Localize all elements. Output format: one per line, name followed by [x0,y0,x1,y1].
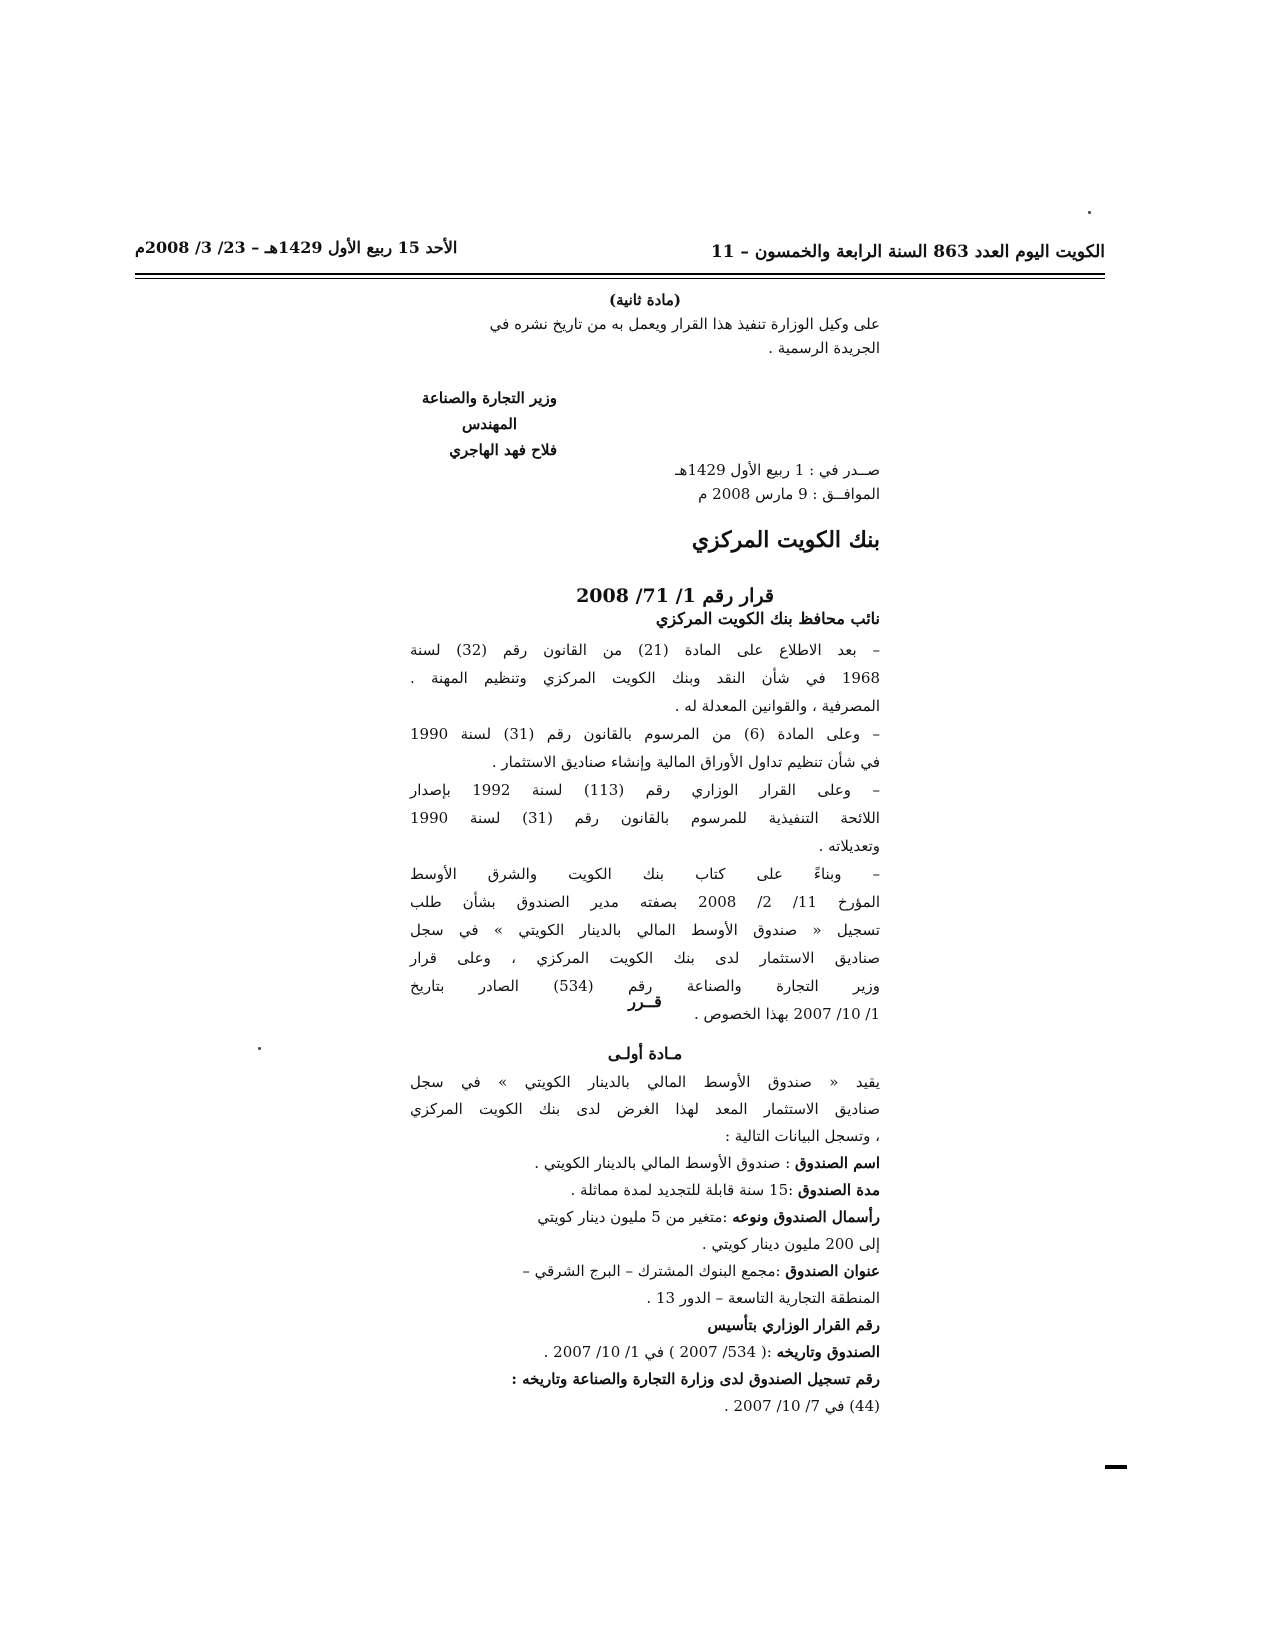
field-label: رأسمال الصندوق ونوعه [732,1208,880,1226]
minister-title: وزير التجارة والصناعة [421,389,557,407]
decision-number: قرار رقم 1/ 71/ 2008 [576,585,774,607]
article-two-text: على وكيل الوزارة تنفيذ هذا القرار ويعمل به من تاريخ نشره في [489,315,880,333]
recital-line: صناديق الاستثمار لدى بنك الكويت المركزي ، وعلى قرار [410,949,880,967]
decision-header [410,585,880,631]
field-registration [410,1366,880,1393]
recital-line: – وبناءً على كتاب بنك الكويت والشرق الأوسط [410,865,880,883]
field-value: :15 سنة قابلة للتجديد لمدة مماثلة . [570,1181,794,1199]
scan-speck [258,1047,261,1050]
article-one-intro: صناديق الاستثمار المعد لهذا الغرض لدى بنك الكويت المركزي [410,1100,880,1118]
header-rule [135,273,1105,275]
article-one-intro: يقيد « صندوق الأوسط المالي بالدينار الكويتي » في سجل [410,1073,880,1091]
recital-line: 1/ 10/ 2007 بهذا الخصوص . [694,1005,880,1023]
field-fund-term [410,1177,880,1204]
recitals [410,636,880,1028]
issued-gregorian: الموافــق : 9 مارس 2008 م [698,485,880,503]
bank-title: بنك الكويت المركزي [691,527,880,553]
article-two [410,288,880,360]
header-rule-thin [135,278,1105,279]
article-one [410,1040,880,1420]
field-label: اسم الصندوق [795,1154,880,1172]
article-one-intro: ، وتسجل البيانات التالية : [724,1127,880,1145]
field-value: المنطقة التجارية التاسعة – الدور 13 . [646,1289,880,1307]
field-label: رقم القرار الوزاري بتأسيس [707,1316,880,1334]
field-value: :مجمع البنوك المشترك – البرج الشرقي – [522,1262,781,1280]
field-ministerial-decision-date [410,1339,880,1366]
gazette-date: الأحد 15 ربيع الأول 1429هـ – 23/ 3/ 2008م [135,238,458,257]
field-value: :متغير من 5 مليون دينار كويتي [537,1208,728,1226]
decision-issuer: نائب محافظ بنك الكويت المركزي [655,609,880,628]
recital-line: وتعديلاته . [818,837,880,855]
recital-line: في شأن تنظيم تداول الأوراق المالية وإنشاء صناديق الاستثمار . [491,753,880,771]
field-value: :( 534/ 2007 ) في 1/ 10/ 2007 . [543,1343,772,1361]
recital-line: اللائحة التنفيذية للمرسوم بالقانون رقم (31) لسنة 1990 [410,809,880,827]
field-fund-address [410,1258,880,1285]
field-ministerial-decision [410,1312,880,1339]
field-fund-capital-cont [410,1231,880,1258]
minister-name: فلاح فهد الهاجري [449,441,557,459]
minister-rank: المهندس [461,415,517,433]
field-value: : صندوق الأوسط المالي بالدينار الكويتي . [534,1154,791,1172]
field-registration-value [410,1393,880,1420]
article-one-title: مـادة أولـى [607,1044,683,1063]
gazette-issue-info: الكويت اليوم العدد 863 السنة الرابعة والخمسون – 11 [710,242,1105,262]
recital-line: – بعد الاطلاع على المادة (21) من القانون رقم (32) لسنة [410,641,881,659]
article-two-text-cont: الجريدة الرسمية . [768,339,880,357]
field-label: رقم تسجيل الصندوق لدى وزارة التجارة والصناعة وتاريخه : [511,1370,880,1388]
article-two-title: (مادة ثانية) [608,291,682,309]
recital-line: وزير التجارة والصناعة رقم (534) الصادر بتاريخ [410,977,880,995]
scan-speck [1088,211,1091,214]
issued-dates [580,458,880,506]
issued-hijri: صــدر في : 1 ربيع الأول 1429هـ [675,461,880,479]
recital-line: المصرفية ، والقوانين المعدلة له . [674,697,880,715]
field-label: مدة الصندوق [797,1181,880,1199]
recital-line: تسجيل « صندوق الأوسط المالي بالدينار الكويتي » في سجل [410,921,880,939]
scan-mark [1105,1465,1127,1469]
field-value: إلى 200 مليون دينار كويتي . [701,1235,880,1253]
field-label: الصندوق وتاريخه [776,1343,880,1361]
recital-line: – وعلى القرار الوزاري رقم (113) لسنة 1992 بإصدار [410,781,880,799]
page-header [135,236,1105,270]
field-value: (44) في 7/ 10/ 2007 . [723,1397,880,1415]
signature-block [357,385,557,463]
field-fund-name [410,1150,880,1177]
recital-line: 1968 في شأن النقد وبنك الكويت المركزي وتنظيم المهنة . [410,669,880,687]
field-label: عنوان الصندوق [785,1262,880,1280]
field-fund-address-cont [410,1285,880,1312]
resolved-heading-block [410,990,880,1014]
recital-line: المؤرخ 11/ 2/ 2008 بصفته مدير الصندوق بشأن طلب [410,893,881,911]
recital-line: – وعلى المادة (6) من المرسوم بالقانون رقم (31) لسنة 1990 [410,725,880,743]
resolved-heading: قــرر [628,992,662,1011]
field-fund-capital [410,1204,880,1231]
